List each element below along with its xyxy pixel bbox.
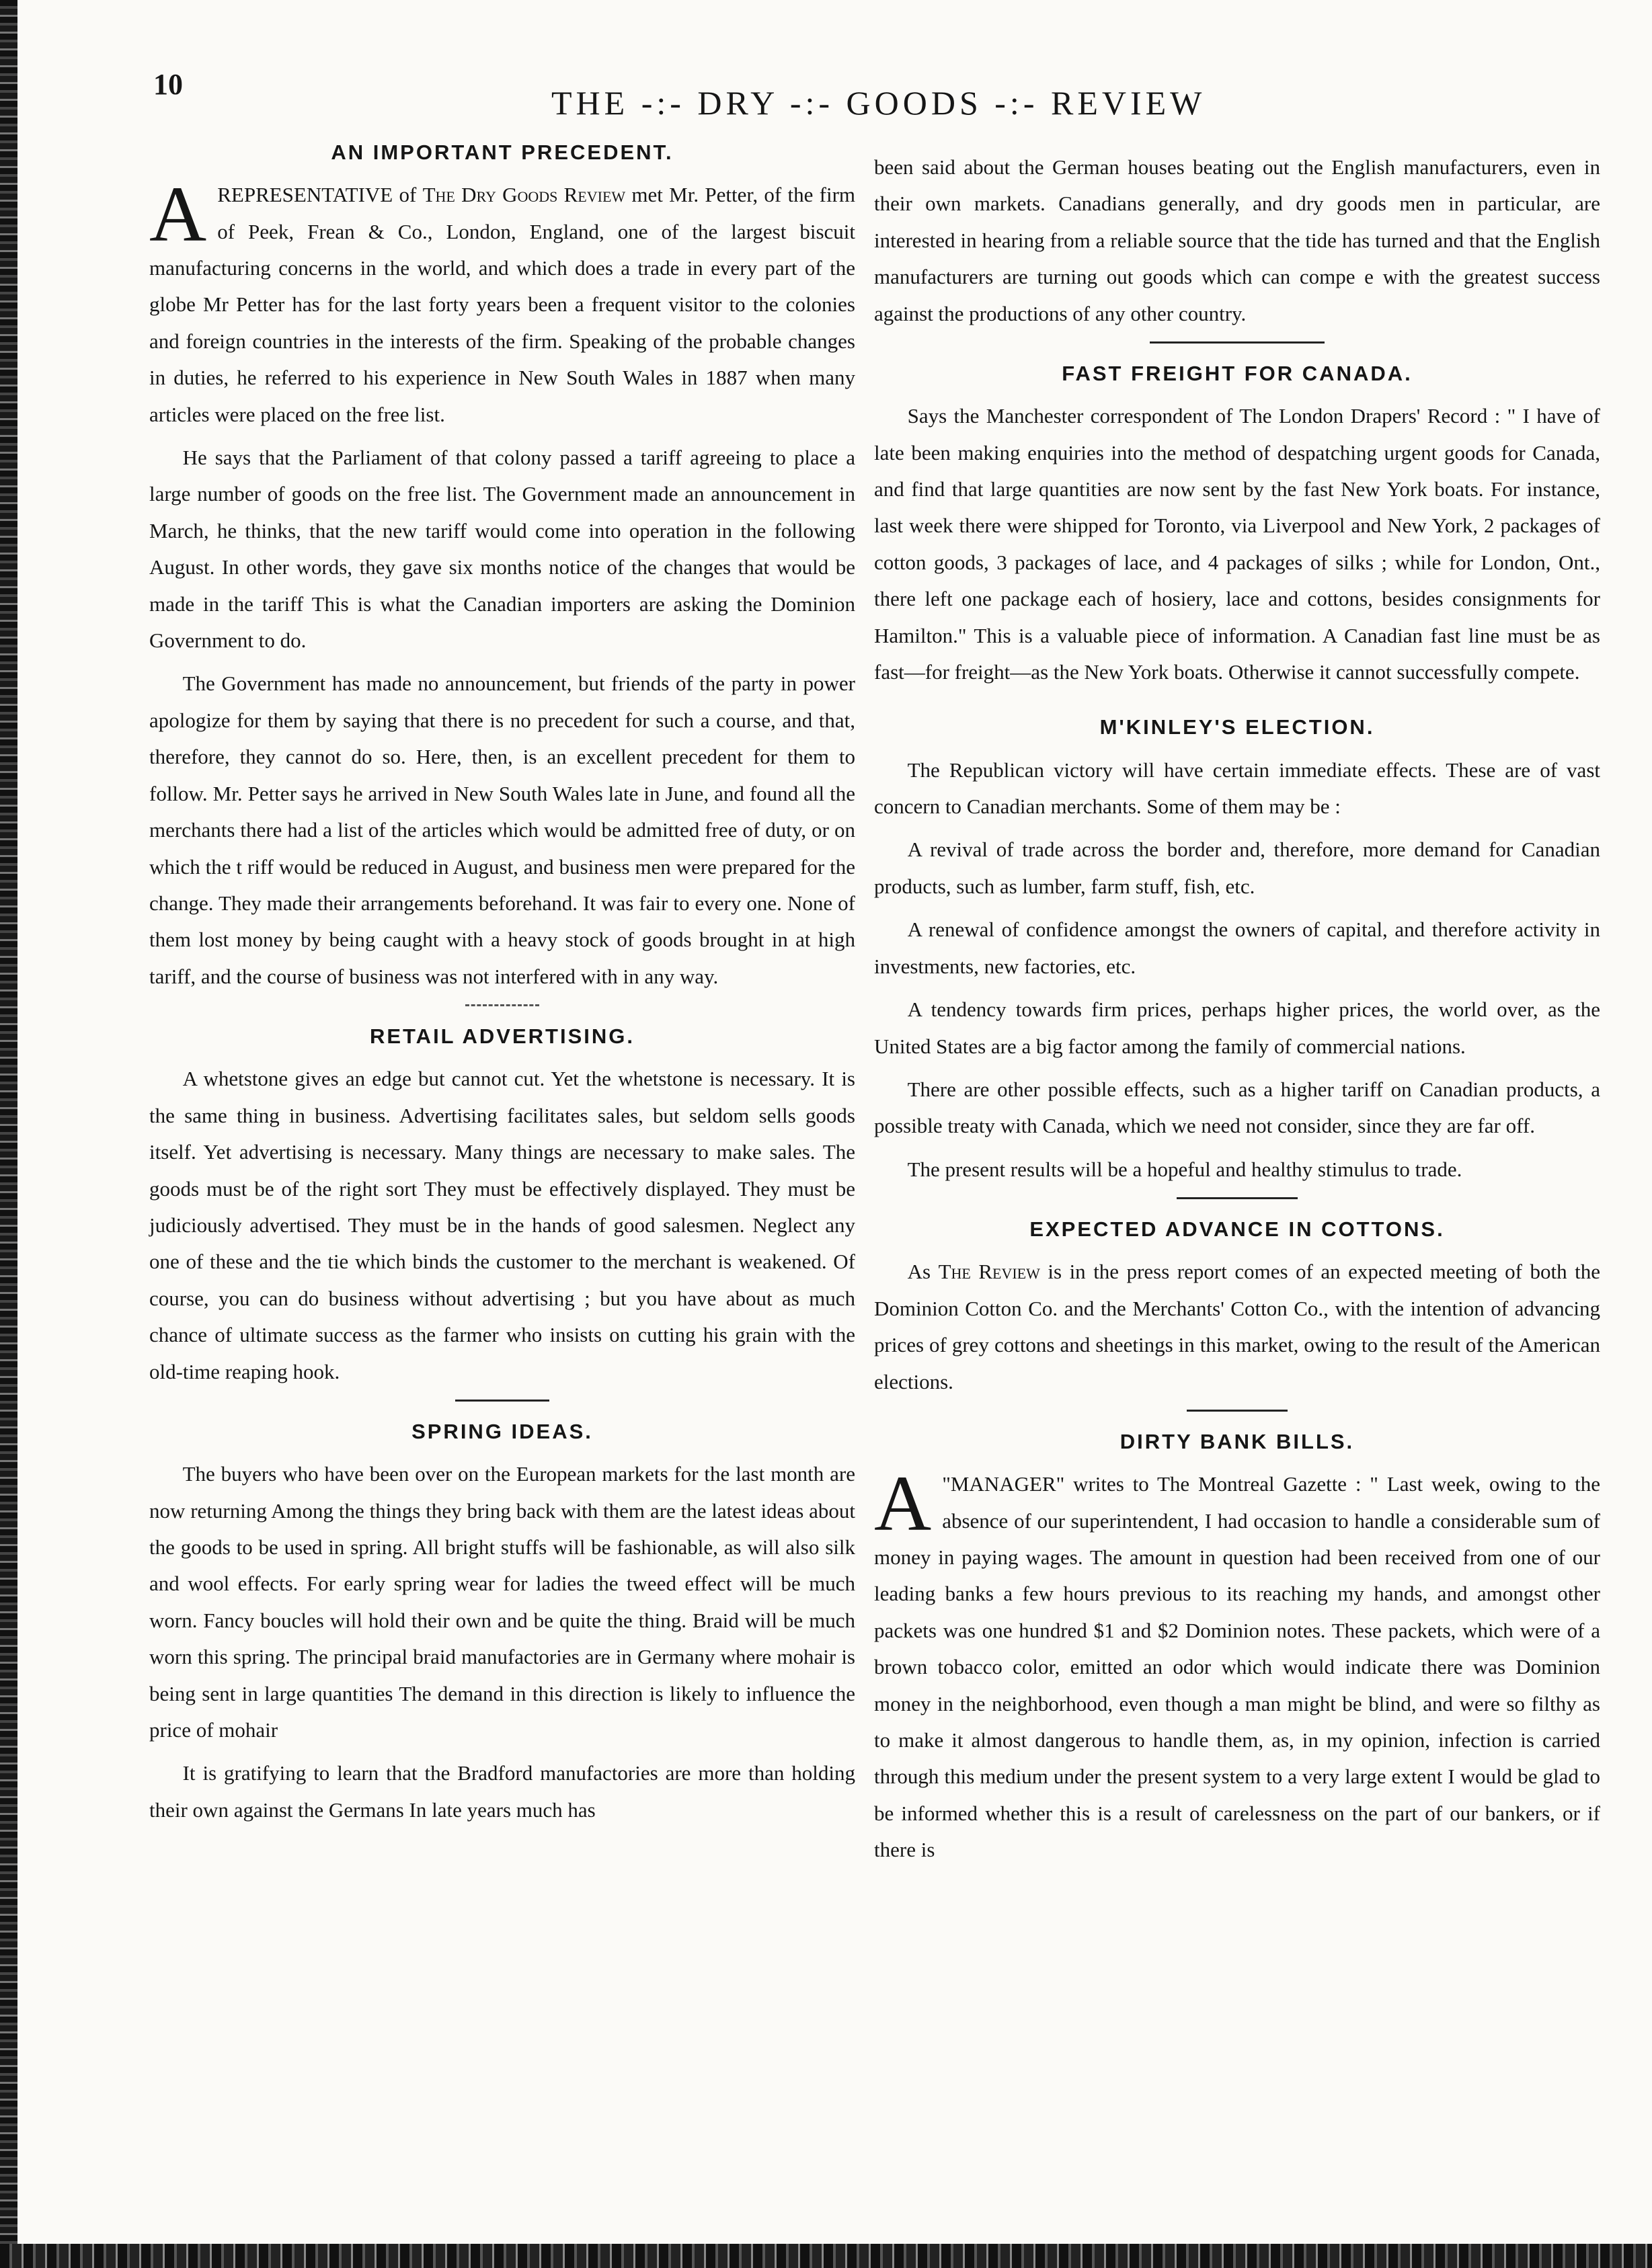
section-divider — [455, 1400, 549, 1402]
drop-cap: A — [874, 1459, 932, 1548]
article-paragraph: The Government has made no announcement, but friends of the party in power apologize for them by saying that there is no precedent for such a course, and that, therefore, they cannot do so. Here, then, is an excellent precedent for them to follow. Mr. Petter says he arrived in New South Wales late in June, and found all the merchants there had a list of the articles which would be admitted free of duty, or on which the t riff would be reduced in August, and business men were prepared for the change. They made their arrangements beforehand. It was fair to every one. None of them lost money by being caught with a heavy stock of goods brought in at high tariff, and the course of business was not interfered with in any way. — [149, 672, 855, 988]
article-paragraph: A revival of trade across the border and, therefore, more demand for Canadian products, such as lumber, farm stuff, fish, etc. — [874, 838, 1600, 898]
article-title: EXPECTED ADVANCE IN COTTONS. — [1029, 1217, 1445, 1242]
article-dirty-bank-bills — [874, 1429, 1600, 1869]
drop-cap: A — [149, 170, 207, 259]
article-important-precedent — [149, 140, 855, 995]
article-paragraph: He says that the Parliament of that colony passed a tariff agreeing to place a large number of goods on the free list. The Government made an announcement in March, he thinks, that the new tariff would come into operation in the following August. In other words, they gave six months notice of the changes that would be made in the tariff This is what the Canadian importers are asking the Dominion Government to do. — [149, 446, 855, 653]
article-paragraph-continued: been said about the German houses beating out the English manufacturers, even in their own markets. Canadians generally, and dry goods men in particular, are interested in hearing from a reliable source that the tide has turned and that the English manufacturers are turning out goods which can compe e with the greatest success against the productions of any other country. — [874, 155, 1600, 325]
page-number: 10 — [153, 68, 183, 101]
right-column — [874, 149, 1600, 1875]
article-mckinley-election — [874, 715, 1600, 1188]
article-expected-advance — [874, 1217, 1600, 1400]
article-paragraph: The Republican victory will have certain immediate effects. These are of vast concern to Canadian merchants. Some of them may be : — [874, 758, 1600, 819]
section-divider — [1150, 341, 1325, 343]
article-paragraph: Says the Manchester correspondent of The London Drapers' Record : " I have of late been making enquiries into the method of despatching urgent goods for Canada, and find that large quantities are now sent by the fast New York boats. For instance, last week there were shipped for Toronto, via Liverpool and New York, 2 packages of cotton goods, 3 packages of lace, and 4 packages of silks ; while for London, Ont., there left one package each of hosiery, lace and cottons, besides consignments for Hamilton." This is a valuable piece of information. A Canadian fast line must be as fast—for freight—as the New York boats. Otherwise it cannot successfully compete. — [874, 404, 1600, 684]
article-paragraph: AREPRESENTATIVE of The Dry Goods Review met Mr. Petter, of the firm of Peek, Frean & Co., London, England, one of the largest biscuit manufacturing concerns in the world, and which does a trade in every part of the globe Mr Petter has for the last forty years been a frequent visitor to the colonies and foreign countries in the interests of the firm. Speaking of the probable changes in duties, he referred to his experience in New South Wales in 1887 when many articles were placed on the free list. — [149, 170, 856, 426]
article-title: RETAIL ADVERTISING. — [369, 1024, 635, 1049]
article-retail-advertising — [149, 1024, 855, 1390]
article-paragraph: A whetstone gives an edge but cannot cut. Yet the whetstone is necessary. It is the same thing in business. Advertising facilitates sales, but seldom sells goods itself. Yet advertising is necessary. Many things are necessary to make sales. The goods must be of the right sort They must be effectively displayed. They must be judiciously advertised. They must be in the hands of good salesmen. Neglect any one of these and the tie which binds the customer to the merchant is weakened. Of course, you can do business without advertising ; but you have about as much chance of ultimate success as the farmer who insists on cutting his grain with the old-time reaping hook. — [149, 1067, 855, 1383]
article-paragraph: As The Review is in the press report comes of an expected meeting of both the Dominion Cotton Co. and the Merchants' Cotton Co., with the intention of advancing prices of grey cottons and sheetings in this market, owing to the result of the American elections. — [874, 1260, 1601, 1393]
masthead: THE -:- DRY -:- GOODS -:- REVIEW — [551, 84, 1206, 122]
scan-bottom-edge — [0, 2244, 1652, 2268]
article-title: AN IMPORTANT PRECEDENT. — [331, 140, 674, 164]
article-spring-ideas — [149, 1419, 855, 1828]
section-divider — [465, 1004, 539, 1006]
article-title: SPRING IDEAS. — [411, 1419, 593, 1443]
article-title: FAST FREIGHT FOR CANADA. — [1062, 362, 1413, 386]
article-title: DIRTY BANK BILLS. — [1119, 1429, 1355, 1453]
scan-binding-edge — [0, 0, 17, 2268]
article-title: M'KINLEY'S ELECTION. — [1099, 715, 1375, 739]
article-paragraph: The present results will be a hopeful and healthy stimulus to trade. — [907, 1157, 1462, 1181]
article-paragraph: There are other possible effects, such as a higher tariff on Canadian products, a possible treaty with Canada, which we need not consider, since they are far off. — [874, 1077, 1600, 1138]
section-divider — [1177, 1197, 1298, 1199]
article-paragraph: It is gratifying to learn that the Bradford manufactories are more than holding their own against the Germans In late years much has — [149, 1761, 855, 1822]
article-paragraph: A tendency towards firm prices, perhaps higher prices, the world over, as the United States are a big factor among the family of commercial nations. — [874, 998, 1600, 1058]
article-paragraph: A renewal of confidence amongst the owners of capital, and therefore activity in investments, new factories, etc. — [874, 918, 1600, 978]
article-fast-freight — [874, 361, 1600, 690]
article-paragraph: The buyers who have been over on the European markets for the last month are now returning Among the things they bring back with them are the latest ideas about the goods to be used in spring. All bright stuffs will be fashionable, as will also silk and wool effects. For early spring wear for ladies the tweed effect will be much worn. Fancy boucles will hold their own and be quite the thing. Braid will be much worn this spring. The principal braid manufactories are in Germany where mohair is being sent in large quantities The demand in this direction is likely to influence the price of mohair — [149, 1462, 855, 1742]
article-paragraph: A "MANAGER" writes to The Montreal Gazette : " Last week, owing to the absence of our superintendent, I had occasion to handle a considerable sum of money in paying wages. The amount in question had been received from one of our leading banks a few hours previous to its reaching my hands, and amongst other packets was one hundred $1 and $2 Dominion notes. These packets, which were of a brown tobacco color, emitted an odor which would indicate there was Dominion money in the neighborhood, even though a man might be blind, and were so filthy as to make it almost dangerous to handle them, as, in my opinion, infection is carried through this medium under the present system to a very large extent I would be glad to be informed whether this is a result of carelessness on the part of our bankers, or if there is — [874, 1459, 1600, 1862]
left-column — [149, 140, 855, 1835]
section-divider — [1187, 1410, 1288, 1412]
